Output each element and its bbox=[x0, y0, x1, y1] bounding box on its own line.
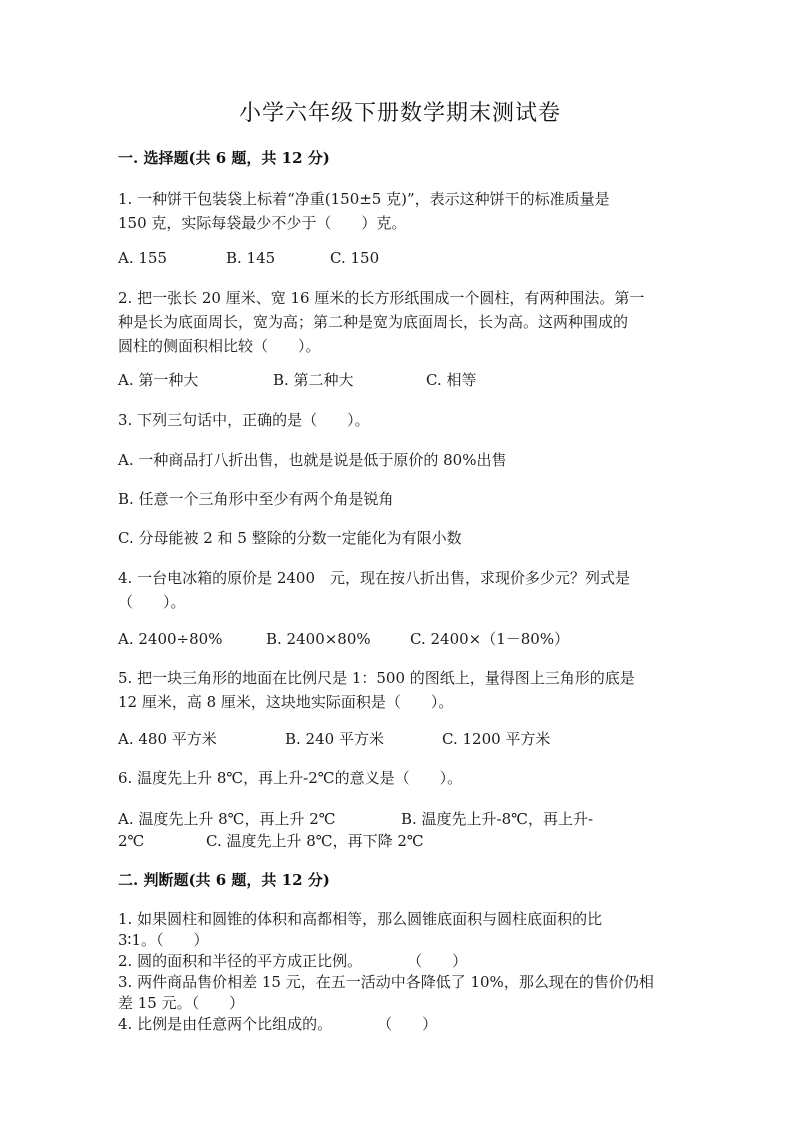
option-c: C. 分母能被 2 和 5 整除的分数一定能化为有限小数 bbox=[118, 529, 462, 547]
question-line: 3. 下列三句话中，正确的是（ ）。 bbox=[118, 411, 370, 429]
page-title: 小学六年级下册数学期末测试卷 bbox=[238, 101, 561, 126]
question-3 bbox=[118, 408, 678, 432]
question-line: 1. 一种饼干包装袋上标着“净重(150±5 克)”，表示这种饼干的标准质量是 bbox=[118, 190, 610, 208]
section-heading-choice: 一. 选择题(共 6 题，共 12 分) bbox=[118, 149, 330, 167]
option-a: A. 155 bbox=[118, 249, 167, 267]
option-c: C. 1200 平方米 bbox=[442, 730, 551, 748]
option-b: B. 第二种大 bbox=[273, 371, 354, 389]
option-a: A. 一种商品打八折出售，也就是说是低于原价的 80%出售 bbox=[118, 451, 507, 469]
option-a: A. 2400÷80% bbox=[118, 630, 223, 648]
judge-line: 1. 如果圆柱和圆锥的体积和高都相等，那么圆锥底面积与圆柱底面积的比 bbox=[118, 910, 603, 928]
option-b: B. 温度先上升-8℃，再上升- bbox=[401, 810, 594, 828]
question-line: 150 克，实际每袋最少不少于（ ）克。 bbox=[118, 214, 407, 232]
option-b-continued: 2℃ bbox=[118, 832, 145, 850]
question-line: 圆柱的侧面积相比较（ ）。 bbox=[118, 337, 321, 355]
option-b: B. 2400×80% bbox=[266, 630, 371, 648]
judge-line: 4. 比例是由任意两个比组成的。 （ ） bbox=[118, 1015, 438, 1033]
question-4 bbox=[118, 566, 678, 614]
option-c: C. 相等 bbox=[426, 371, 477, 389]
option-b: B. 240 平方米 bbox=[285, 730, 384, 748]
section-heading-judge: 二. 判断题(共 6 题，共 12 分) bbox=[118, 871, 330, 889]
question-1 bbox=[118, 187, 678, 235]
option-b: B. 145 bbox=[226, 249, 276, 267]
option-a: A. 温度先上升 8℃，再上升 2℃ bbox=[118, 810, 336, 828]
judge-line: 2. 圆的面积和半径的平方成正比例。 （ ） bbox=[118, 952, 468, 970]
option-c: C. 温度先上升 8℃，再下降 2℃ bbox=[206, 832, 424, 850]
question-line: 5. 把一块三角形的地面在比例尺是 1：500 的图纸上，量得图上三角形的底是 bbox=[118, 669, 635, 687]
option-a: A. 480 平方米 bbox=[118, 730, 217, 748]
question-line: 种是长为底面周长，宽为高；第二种是宽为底面周长，长为高。这两种围成的 bbox=[118, 313, 629, 331]
option-c: C. 150 bbox=[330, 249, 380, 267]
judge-line: 差 15 元。（ ） bbox=[118, 994, 245, 1012]
question-6 bbox=[118, 766, 678, 790]
judge-line: 3. 两件商品售价相差 15 元，在五一活动中各降低了 10%，那么现在的售价仍相 bbox=[118, 973, 654, 991]
question-line: 2. 把一张长 20 厘米、宽 16 厘米的长方形纸围成一个圆柱，有两种围法。第一 bbox=[118, 289, 645, 307]
option-a: A. 第一种大 bbox=[118, 371, 199, 389]
question-2 bbox=[118, 286, 678, 358]
question-line: 6. 温度先上升 8℃，再上升-2℃的意义是（ ）。 bbox=[118, 769, 463, 787]
judge-line: 3∶1。（ ） bbox=[118, 931, 209, 949]
option-b: B. 任意一个三角形中至少有两个角是锐角 bbox=[118, 490, 394, 508]
question-5 bbox=[118, 666, 678, 714]
question-line: 4. 一台电冰箱的原价是 2400 元，现在按八折出售，求现价多少元？列式是 bbox=[118, 569, 631, 587]
question-line: 12 厘米，高 8 厘米，这块地实际面积是（ ）。 bbox=[118, 693, 454, 711]
option-c: C. 2400×（1－80%） bbox=[410, 630, 570, 648]
question-line: （ ）。 bbox=[118, 593, 186, 611]
